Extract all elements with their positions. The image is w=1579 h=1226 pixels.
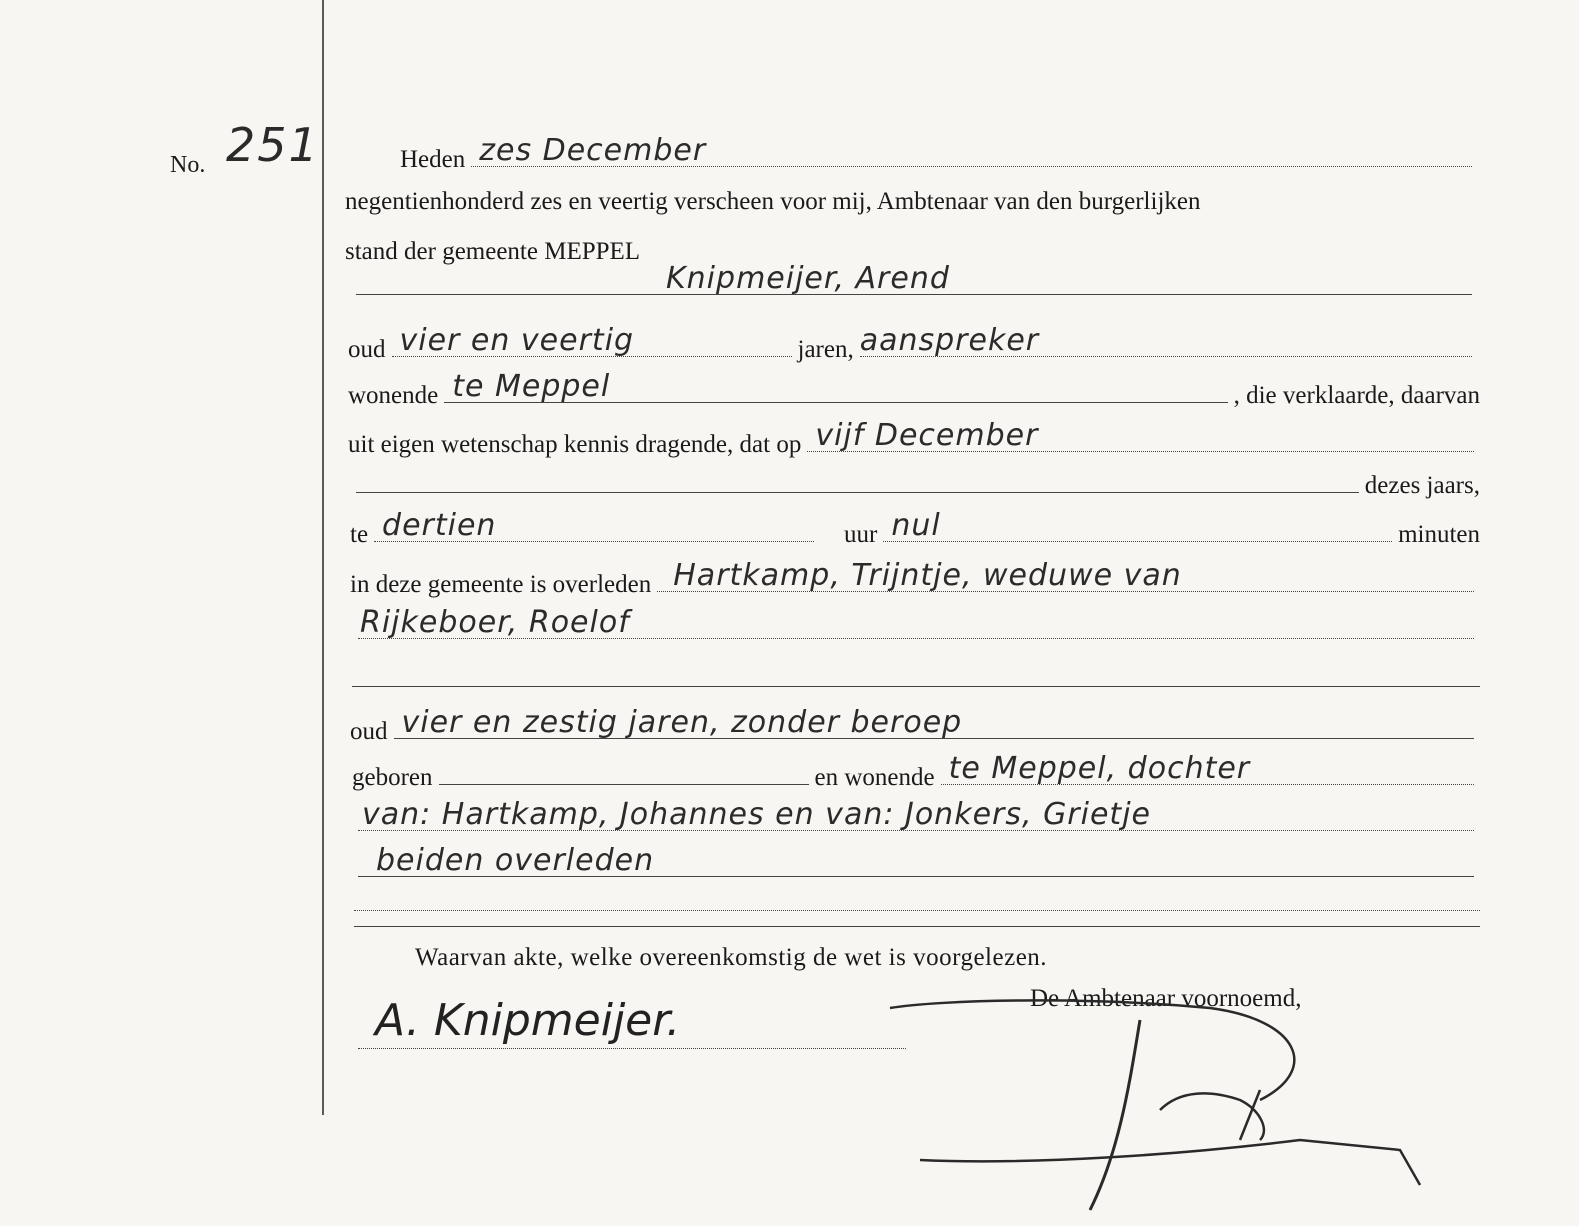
fill-deceased-1 bbox=[657, 558, 1474, 593]
line-deceased-age bbox=[350, 705, 1480, 746]
line-deceased-2 bbox=[352, 605, 1480, 640]
line-heden bbox=[400, 133, 1478, 174]
official-label: De Ambtenaar voornoemd, bbox=[1030, 985, 1302, 1012]
blank-rule-1 bbox=[352, 686, 1480, 687]
fill-parents-2 bbox=[358, 843, 1474, 878]
line-parents-2 bbox=[352, 843, 1480, 878]
signature-line bbox=[358, 1048, 906, 1049]
record-number-label: No. bbox=[170, 152, 206, 178]
line-dezes-jaars bbox=[350, 466, 1480, 500]
printed-municipality: stand der gemeente MEPPEL bbox=[345, 238, 641, 265]
fill-declarant-age bbox=[392, 323, 792, 358]
printed-minuten: minuten bbox=[1398, 521, 1480, 548]
fill-hour bbox=[374, 508, 814, 543]
handwritten-parents-line2: beiden overleden bbox=[376, 843, 655, 878]
closing-statement: Waarvan akte, welke overeenkomstig de wet is voorgelezen. bbox=[415, 944, 1048, 971]
blank-rule-2 bbox=[354, 910, 1480, 911]
fill-declarant-residence bbox=[444, 369, 1227, 404]
fill-death-date bbox=[807, 418, 1474, 453]
printed-year-sentence: negentienhonderd zes en veertig verscheen voor mij, Ambtenaar van den burgerlijken bbox=[345, 188, 1201, 215]
handwritten-deceased-line1: Hartkamp, Trijntje, weduwe van bbox=[673, 558, 1182, 593]
official-signature-icon bbox=[880, 990, 1480, 1220]
handwritten-death-date: vijf December bbox=[815, 418, 1039, 453]
printed-oud-1: oud bbox=[348, 336, 386, 363]
handwritten-parents-line1: van: Hartkamp, Johannes en van: Jonkers, Grietje bbox=[362, 797, 1151, 832]
printed-geboren: geboren bbox=[352, 764, 433, 791]
blank-rule-3 bbox=[354, 926, 1480, 927]
line-parents bbox=[352, 797, 1480, 832]
line-deceased bbox=[350, 558, 1480, 599]
handwritten-minutes: nul bbox=[891, 508, 941, 543]
handwritten-declarant: Knipmeijer, Arend bbox=[666, 261, 950, 296]
printed-heden: Heden bbox=[400, 146, 466, 173]
fill-blank-1 bbox=[356, 466, 1359, 493]
handwritten-declarant-occupation: aanspreker bbox=[859, 323, 1040, 358]
printed-en-wonende: en wonende bbox=[814, 764, 935, 791]
printed-dezes-jaars: dezes jaars, bbox=[1364, 472, 1480, 499]
printed-jaren: jaren, bbox=[797, 336, 854, 363]
printed-oud-2: oud bbox=[350, 718, 388, 745]
handwritten-date: zes December bbox=[479, 133, 707, 168]
fill-deceased-residence bbox=[941, 751, 1474, 786]
fill-birthplace bbox=[439, 758, 809, 785]
margin-rule bbox=[322, 0, 324, 1115]
printed-te: te bbox=[350, 521, 369, 548]
line-death-date bbox=[348, 418, 1480, 459]
line-declarant-residence bbox=[348, 369, 1480, 410]
handwritten-hour: dertien bbox=[382, 508, 497, 543]
line-declarant-age bbox=[348, 323, 1478, 364]
fill-minutes bbox=[883, 508, 1392, 543]
line-time bbox=[350, 508, 1480, 549]
line-born-residence bbox=[352, 751, 1480, 792]
signature-declarant: A. Knipmeijer. bbox=[375, 995, 681, 1046]
fill-date bbox=[471, 133, 1472, 168]
fill-declarant-occupation bbox=[859, 323, 1472, 358]
handwritten-deceased-line2: Rijkeboer, Roelof bbox=[360, 605, 630, 640]
printed-uur: uur bbox=[844, 521, 878, 548]
handwritten-declarant-residence: te Meppel bbox=[452, 369, 611, 404]
line-declarant bbox=[350, 261, 1478, 296]
printed-wonende: wonende bbox=[348, 382, 439, 409]
handwritten-deceased-age: vier en zestig jaren, zonder beroep bbox=[401, 705, 963, 740]
fill-deceased-2 bbox=[358, 605, 1474, 640]
printed-die-verklaarde: , die verklaarde, daarvan bbox=[1233, 382, 1480, 409]
fill-parents-1 bbox=[358, 797, 1474, 832]
handwritten-deceased-residence: te Meppel, dochter bbox=[948, 751, 1251, 786]
record-number: 251 bbox=[226, 118, 320, 172]
printed-uit-eigen: uit eigen wetenschap kennis dragende, dat op bbox=[348, 431, 802, 458]
fill-deceased-age bbox=[394, 705, 1475, 740]
handwritten-declarant-age: vier en veertig bbox=[399, 323, 635, 358]
printed-in-deze-gemeente: in deze gemeente is overleden bbox=[350, 571, 652, 598]
line-year bbox=[345, 188, 1480, 216]
fill-declarant bbox=[356, 261, 1472, 296]
